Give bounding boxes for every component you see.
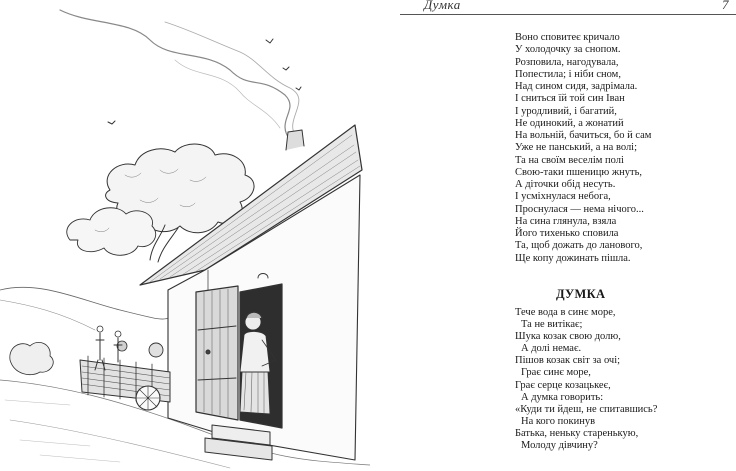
poem-line: Молоду дівчину? xyxy=(521,440,598,452)
poem-line: Тече вода в синє море, xyxy=(515,307,616,318)
poem-line: Шука козак свою долю, xyxy=(515,331,621,343)
poem-line: Воно сповитеє кричало xyxy=(515,32,620,43)
poem-line: Батька, неньку старенькую, xyxy=(515,427,639,439)
poem-line: Розповила, нагодувала, xyxy=(515,56,619,68)
poem-stanza-first xyxy=(515,32,730,265)
poem-line: Попестила; і ніби сном, xyxy=(515,68,621,80)
poem-line: І сниться їй той син Іван xyxy=(515,93,625,105)
poem-line: На кого покинув xyxy=(521,415,596,427)
poem-line: Над сином сидя, задрімала. xyxy=(515,81,638,92)
poem-line: Уже не панський, а на волі; xyxy=(515,142,638,154)
poem-line: Та не витікає; xyxy=(521,319,583,331)
poem-line: На вольній, бачиться, бо й сам xyxy=(515,130,652,141)
poem-line: Пішов козак світ за очі; xyxy=(515,355,621,367)
poem-line: Не одинокий, а жонатий xyxy=(515,117,624,129)
poem-line: Його тихенько сповила xyxy=(515,228,619,239)
poem-line: Грає синє море, xyxy=(521,367,591,379)
poem-line: Свою-таки пшеницю жнуть, xyxy=(515,166,643,178)
poem-line: І усміхнулася небога, xyxy=(515,191,611,203)
poem-line: А долі немає. xyxy=(521,343,582,355)
running-title: Думка xyxy=(424,0,461,12)
page-number: 7 xyxy=(722,0,729,12)
poem-line: «Куди ти йдеш, не спитавшись? xyxy=(515,403,658,415)
poem-line: А думка говорить: xyxy=(521,391,604,403)
poem-line: Та, щоб дожать до ланового, xyxy=(515,240,643,252)
poem-line: Проснулася — нема нічого... xyxy=(515,203,644,215)
poem-line: І уродливий, і багатий, xyxy=(515,105,617,117)
poem-stanza-second xyxy=(515,307,730,452)
poem-line: У холодочку за снопом. xyxy=(515,44,621,56)
header-rule xyxy=(400,14,736,15)
poem-line: Ще копу дожинать пішла. xyxy=(515,252,631,264)
poem-line: А діточки обід несуть. xyxy=(515,179,616,190)
poem-line: Грає серце козацькеє, xyxy=(515,379,611,391)
poem-line: Та на своїм веселім полі xyxy=(515,154,624,166)
poem-line: На сина глянула, взяла xyxy=(515,215,617,227)
section-heading: ДУМКА xyxy=(556,287,606,301)
